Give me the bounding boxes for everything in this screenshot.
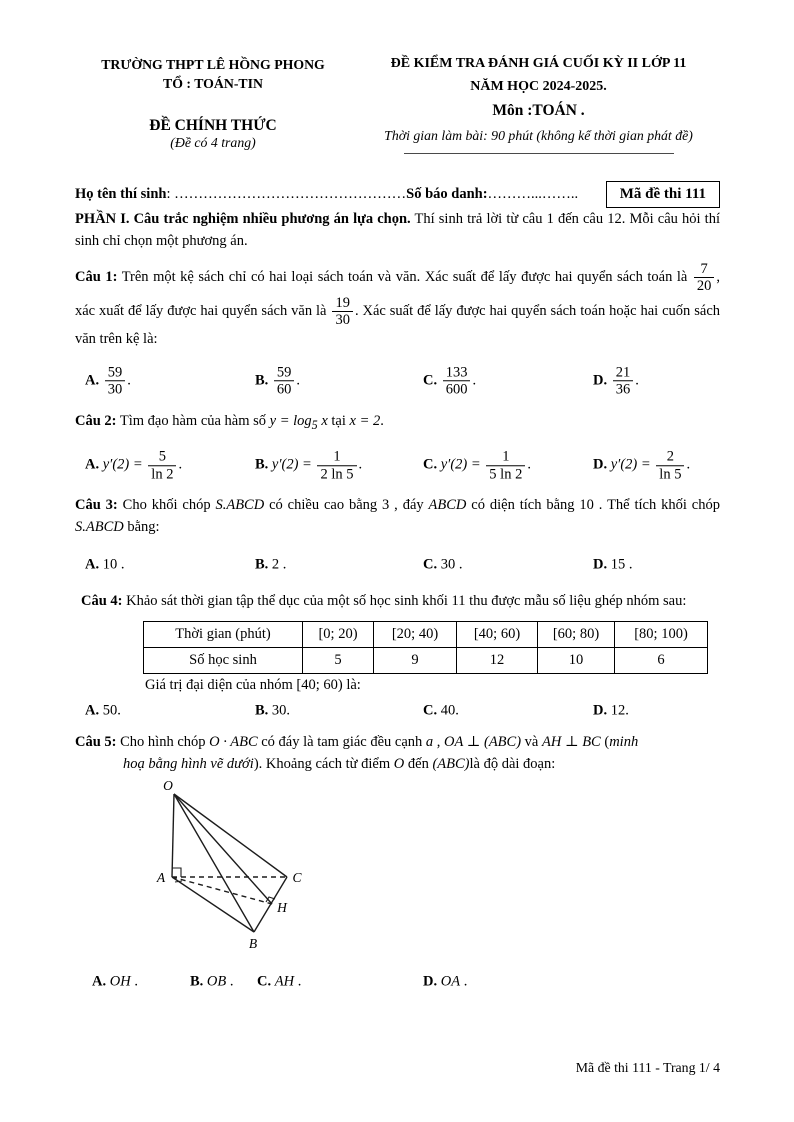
edge-OB bbox=[174, 794, 254, 932]
question-5-line1 bbox=[75, 731, 720, 753]
q2-answer-a: A. y′(2) = $\frac{5}{\ln 2}$ . bbox=[85, 448, 183, 482]
school-name: TRƯỜNG THPT LÊ HỒNG PHONG bbox=[101, 57, 325, 72]
candidate-id-label: Số báo danh: bbox=[406, 186, 488, 202]
candidate-name-label: Họ tên thí sinh bbox=[75, 186, 167, 202]
q4-sub-interval: [40; 60) bbox=[296, 677, 343, 694]
q4-label: Câu 4: bbox=[81, 593, 123, 610]
table-header-bin-3: [40; 60) bbox=[457, 622, 538, 648]
q3-answer-a: A. 10 . bbox=[85, 556, 125, 573]
q4-answer-c: C. 40. bbox=[423, 702, 459, 719]
q1-answer-b: B. $\frac{59}{60}$ . bbox=[255, 364, 301, 398]
question-3 bbox=[75, 494, 720, 538]
q1-answers bbox=[75, 356, 720, 406]
q3-text-3: có diện tích bằng 10 . Thể tích khối chóp bbox=[471, 497, 720, 514]
q1-fraction-2: $\frac{19}{30}$ bbox=[330, 295, 355, 328]
q2-label: Câu 2: bbox=[75, 413, 117, 430]
table-header-time: Thời gian (phút) bbox=[144, 622, 303, 648]
table-value-5: 6 bbox=[615, 648, 708, 674]
q3-text-2: có chiều cao bằng 3 , đáy bbox=[269, 497, 424, 514]
q5-text-1: Cho hình chóp bbox=[120, 734, 206, 751]
page-footer: Mã đề thi 111 - Trang 1/ 4 bbox=[575, 1060, 720, 1075]
question-5-line2: hoạ bằng hình vẽ dưới). Khoảng cách từ điểm O đến (ABC)là độ dài đoạn: bbox=[123, 756, 556, 773]
q5-text-6: Khoảng cách từ điểm bbox=[265, 756, 391, 773]
table-value-3: 12 bbox=[457, 648, 538, 674]
q5-note-end: hoạ bằng hình vẽ dưới bbox=[123, 756, 254, 773]
header-right bbox=[351, 56, 720, 154]
exam-duration: Thời gian làm bài: 90 phút (không kể thời gian phát đề) bbox=[384, 128, 693, 143]
q5-math-a: a bbox=[425, 734, 434, 751]
part1-heading-bold: PHẦN I. Câu trắc nghiệm nhiều phương án lựa chọn. bbox=[75, 211, 411, 227]
right-angle-at-A bbox=[172, 868, 181, 877]
q5-math-oa-perp: OA ⊥ (ABC) bbox=[444, 734, 522, 751]
q3-math-1: S.ABCD bbox=[215, 497, 265, 514]
q5-math-o: O bbox=[393, 756, 405, 773]
part1-heading-rest: Thí sinh trả lời từ câu 1 đến câu 12. Mỗi câu hỏi thí sinh chỉ chọn một phương án. bbox=[75, 211, 720, 250]
q1-fraction-1: $\frac{7}{20}$ bbox=[692, 261, 717, 294]
q4-subquestion bbox=[75, 674, 720, 696]
q2-answers bbox=[75, 440, 720, 490]
q5-note-start: minh bbox=[609, 734, 639, 751]
q1-answer-a: A. $\frac{59}{30}$ . bbox=[85, 364, 131, 398]
question-1 bbox=[75, 261, 720, 350]
q5-text-4: và bbox=[524, 734, 539, 751]
q2-text-2: tại bbox=[331, 413, 346, 430]
q3-text-1: Cho khối chóp bbox=[122, 497, 211, 514]
q2-answer-d: D. y′(2) = $\frac{2}{\ln 5}$ . bbox=[593, 448, 691, 482]
q5-text-2: có đáy là tam giác đều cạnh bbox=[261, 734, 423, 751]
exam-title-line2: NĂM HỌC 2024-2025. bbox=[470, 79, 607, 94]
table-header-bin-5: [80; 100) bbox=[615, 622, 708, 648]
q3-answer-b: B. 2 . bbox=[255, 556, 287, 573]
q2-math-function: $y = \log_5 x$ bbox=[269, 413, 328, 432]
q3-text-4: bằng: bbox=[127, 519, 160, 536]
header-left bbox=[75, 56, 351, 154]
q2-answer-b: B. y′(2) = $\frac{1}{2 \ln 5}$ . bbox=[255, 448, 363, 482]
exam-code-box: Mã đề thi 111 bbox=[606, 181, 720, 208]
q4-text: Khảo sát thời gian tập thể dục của một số học sinh khối 11 thu được mẫu số liệu ghép nhóm sau: bbox=[126, 593, 687, 610]
vertex-label-b: B bbox=[248, 936, 258, 952]
table-header-row bbox=[144, 622, 708, 648]
table-value-4: 10 bbox=[538, 648, 615, 674]
department: TỔ : TOÁN-TIN bbox=[163, 75, 263, 91]
q1-text-3: . Xác suất để lấy được hai quyển sách toán hoặc hai cuốn sách văn trên kệ là: bbox=[75, 302, 721, 347]
exam-type: ĐỀ CHÍNH THỨC bbox=[149, 117, 277, 135]
tick-at-A bbox=[175, 881, 182, 882]
q1-answer-c: C. $\frac{133}{600}$ . bbox=[423, 364, 477, 398]
q5-text-7: đến bbox=[407, 756, 429, 773]
q5-figure bbox=[147, 779, 720, 955]
q1-text-1: Trên một kệ sách chỉ có hai loại sách toán và văn. Xác suất để lấy được hai quyển sách toán là bbox=[121, 269, 688, 286]
q3-answer-c: C. 30 . bbox=[423, 556, 463, 573]
q1-text-2: , xác xuất để lấy được hai quyển sách văn là bbox=[75, 269, 720, 319]
vertex-label-o: O bbox=[163, 779, 173, 794]
q3-answer-d: D. 15 . bbox=[593, 556, 633, 573]
vertex-label-h: H bbox=[277, 900, 287, 916]
header-divider bbox=[404, 153, 674, 154]
edge-AB bbox=[172, 877, 254, 932]
vertex-label-a: A bbox=[156, 870, 166, 886]
q3-label: Câu 3: bbox=[75, 497, 118, 514]
q5-text-5: ( bbox=[604, 734, 610, 751]
q4-answer-b: B. 30. bbox=[255, 702, 291, 719]
q1-answer-d: D. $\frac{21}{36}$ . bbox=[593, 364, 639, 398]
q5-answers bbox=[75, 971, 720, 993]
q5-math-ah-perp: AH ⊥ BC bbox=[541, 734, 601, 751]
q5-answer-d: D. OA . bbox=[423, 973, 468, 990]
q5-answer-a: A. OH . bbox=[92, 973, 138, 990]
edge-OA bbox=[172, 794, 174, 877]
vertex-label-c: C bbox=[292, 870, 302, 886]
table-value-1: 5 bbox=[303, 648, 374, 674]
q1-label: Câu 1: bbox=[75, 269, 118, 286]
table-value-row bbox=[144, 648, 708, 674]
table-header-bin-4: [60; 80) bbox=[538, 622, 615, 648]
candidate-id-dots: ………...…….. bbox=[487, 186, 579, 202]
q5-label: Câu 5: bbox=[75, 734, 117, 751]
question-4 bbox=[75, 590, 720, 612]
pages-note: (Đề có 4 trang) bbox=[170, 135, 256, 151]
q2-answer-c: C. y′(2) = $\frac{1}{5 \ln 2}$ . bbox=[423, 448, 531, 482]
part1-heading bbox=[75, 208, 720, 252]
q4-frequency-table bbox=[143, 621, 708, 674]
q4-sub-text-1: Giá trị đại diện của nhóm bbox=[145, 677, 293, 694]
q3-answers bbox=[75, 554, 720, 576]
q5-answer-b: B. OB . bbox=[190, 973, 234, 990]
question-2: Câu 2: Tìm đạo hàm của hàm số $y = \log_5 x$ tại x = 2. bbox=[75, 413, 384, 432]
table-header-bin-2: [20; 40) bbox=[374, 622, 457, 648]
candidate-name-dots: : ………………………………………… bbox=[166, 186, 407, 202]
edge-OC bbox=[174, 794, 287, 877]
q4-sub-text-2: là: bbox=[346, 677, 361, 694]
q3-math-3: S.ABCD bbox=[75, 519, 124, 536]
edge-AH-dashed bbox=[172, 877, 272, 904]
exam-title-line1: ĐỀ KIỂM TRA ĐÁNH GIÁ CUỐI KỲ II LỚP 11 bbox=[390, 56, 687, 71]
q4-answers bbox=[75, 700, 720, 722]
q4-answer-a: A. 50. bbox=[85, 702, 121, 719]
q4-answer-d: D. 12. bbox=[593, 702, 629, 719]
q5-text-8: là độ dài đoạn: bbox=[469, 756, 556, 773]
q5-math-pyramid: O · ABC bbox=[209, 734, 258, 751]
table-value-2: 9 bbox=[374, 648, 457, 674]
pyramid-diagram bbox=[147, 779, 327, 955]
q2-math-point: x = 2 bbox=[349, 413, 381, 430]
candidate-row bbox=[75, 181, 720, 208]
q5-answer-c: C. AH . bbox=[257, 973, 302, 990]
table-header-bin-1: [0; 20) bbox=[303, 622, 374, 648]
q5-math-abc: (ABC) bbox=[432, 756, 470, 773]
q2-text-1: Tìm đạo hàm của hàm số bbox=[119, 413, 267, 430]
q3-math-2: ABCD bbox=[428, 497, 467, 514]
q5-text-3: , bbox=[436, 734, 441, 751]
header bbox=[75, 56, 720, 154]
table-row-label: Số học sinh bbox=[144, 648, 303, 674]
exam-subject: Môn :TOÁN . bbox=[492, 102, 585, 119]
